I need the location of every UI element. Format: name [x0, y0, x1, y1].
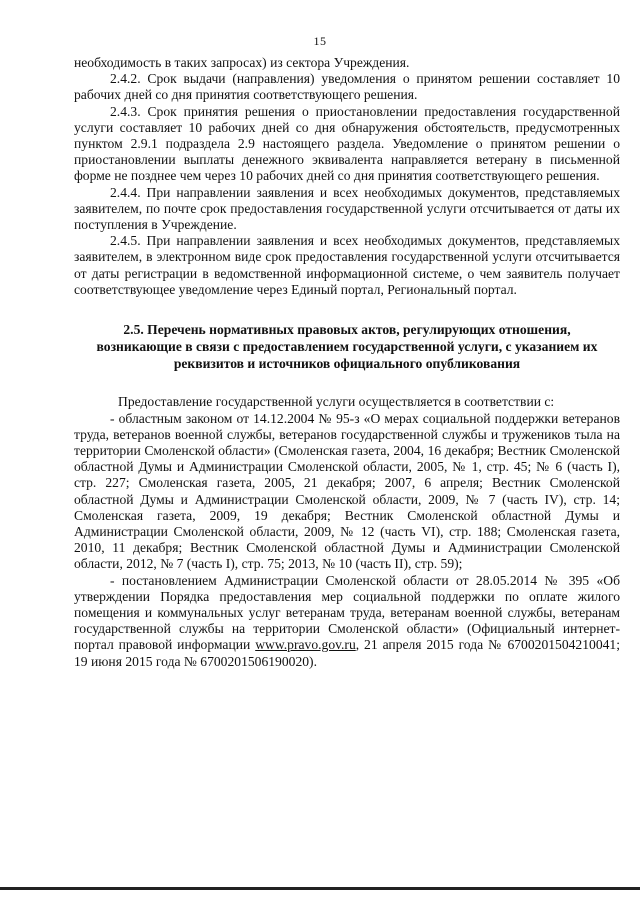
- document-body: [74, 55, 620, 670]
- page-number: 15: [313, 34, 327, 48]
- section-heading-2-5: 2.5. Перечень нормативных правовых актов, регулирующих отношения, возникающие в связи с предоставлением государственной услуги, с указанием их реквизитов и источников официального опубликования: [96, 322, 598, 371]
- paragraph-continuation: необходимость в таких запросах) из сектора Учреждения.: [74, 55, 410, 70]
- paragraph-2-4-4: 2.4.4. При направлении заявления и всех необходимых документов, представляемых заявителем, по почте срок предоставления государственной услуги отсчитывается от даты их поступления в Учреждение.: [74, 184, 620, 233]
- legal-act-item-2-tail: , 21 апреля 2015 года № 6700201504210041; 19 июня 2015 года № 6700201506190020).: [74, 637, 620, 669]
- paragraph-2-4-2: 2.4.2. Срок выдачи (направления) уведомления о принятом решении составляет 10 рабочих дней со дня принятия соответствующего решения.: [74, 71, 620, 103]
- bottom-scan-border: [0, 887, 640, 890]
- paragraph-2-4-5: 2.4.5. При направлении заявления и всех необходимых документов, представляемых заявителем, в электронном виде срок предоставления государственной услуги отсчитывается от даты регистрации в ведомственной информационной системе, о чем заявитель получает соответствующее уведомление через Единый портал, Региональный портал.: [74, 233, 620, 297]
- legal-act-item-1: - областным законом от 14.12.2004 № 95-з «О мерах социальной поддержки ветеранов труда, ветеранов военной службы, ветеранов государственной службы и тружеников тыла на территории Смоленской области» (Смоленская газета, 2004, 16 декабря; Вестник Смоленской областной Думы и Администрации Смоленской области, 2005, № 1, стр. 45; № 6 (часть I), стр. 227; Смоленская газета, 2005, 21 декабря; 2007, 6 апреля; Вестник Смоленской областной Думы и Администрации Смоленской области, 2009, № 7 (часть IV), стр. 14; Смоленская газета, 2009, 19 декабря; Вестник Смоленской областной Думы и Администрации Смоленской области, 2009, № 12 (часть VI), стр. 188; Смоленская газета, 2010, 11 декабря; Вестник Смоленской областной Думы и Администрации Смоленской области, 2012, № 7 (часть I), стр. 75; 2013, № 10 (часть II), стр. 59);: [74, 410, 620, 572]
- legal-act-item-2: [74, 573, 620, 670]
- section-intro: Предоставление государственной услуги осуществляется в соответствии с:: [118, 394, 555, 410]
- pravo-portal-link[interactable]: www.pravo.gov.ru: [255, 637, 356, 653]
- paragraph-2-4-3: 2.4.3. Срок принятия решения о приостановлении предоставления государственной услуги составляет 10 рабочих дней со дня обнаружения обстоятельств, предусмотренных пунктом 2.9.1 подраздела 2.9 настоящего раздела. Уведомление о принятом решении о приостановлении выплаты денежного эквивалента направляется ветерану в письменной форме не позднее чем через 10 рабочих дней со дня принятия соответствующего решения.: [74, 103, 620, 184]
- legal-act-item-2-text: - постановлением Администрации Смоленской области от 28.05.2014 № 395 «Об утверждении Порядка предоставления мер социальной поддержки по оплате жилого помещения и коммунальных услуг ветеранам труда, ветеранам военной службы, ветеранам государственной службы на территории Смоленской области» (Официальный интернет-портал правовой информации: [74, 572, 620, 653]
